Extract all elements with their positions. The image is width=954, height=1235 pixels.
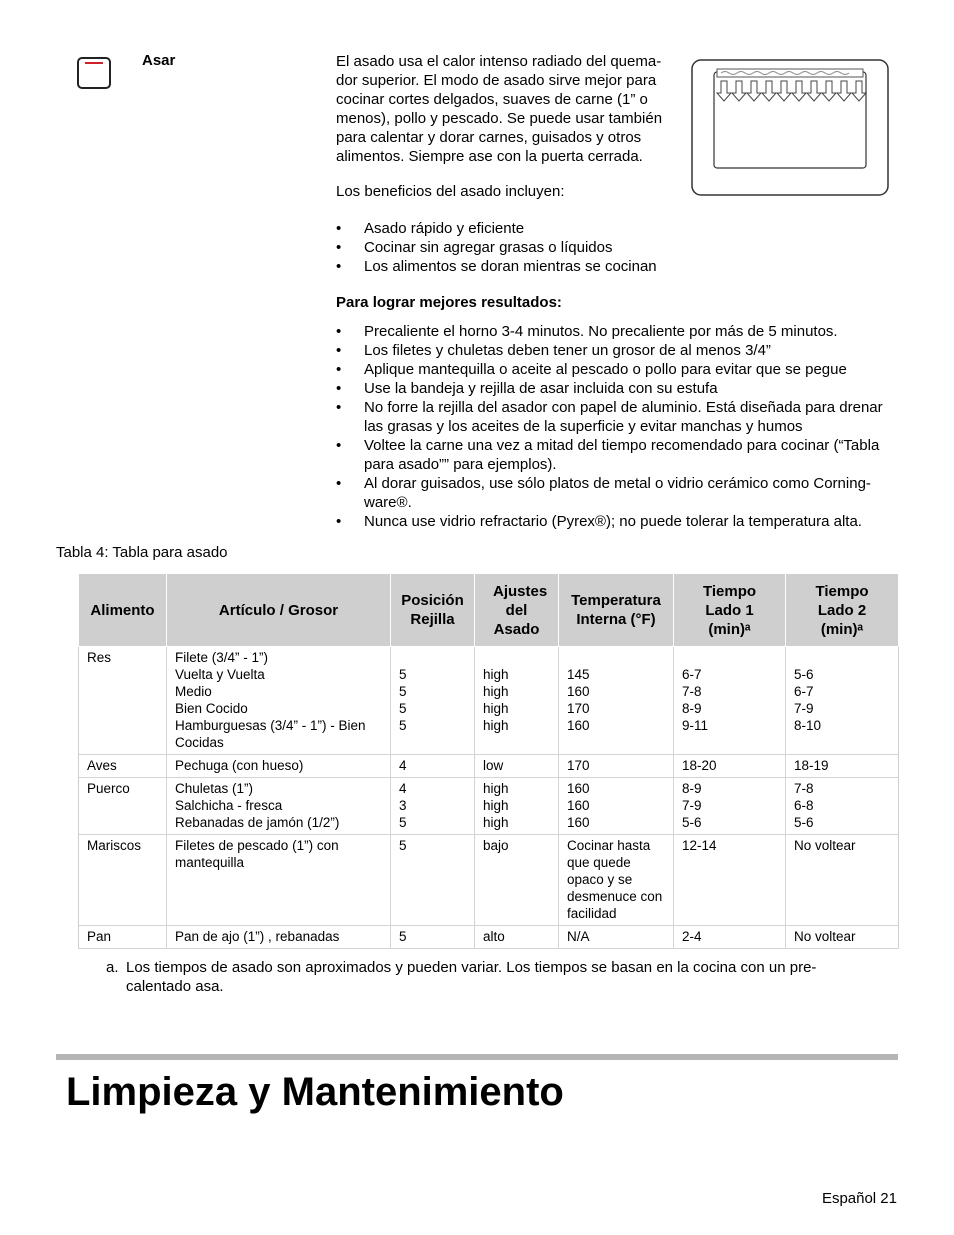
heat-arrow (762, 81, 776, 101)
table-cell: Filetes de pescado (1”) con mantequilla (167, 835, 391, 926)
column-header: Tiempo Lado 1 (min)ᵃ (674, 574, 786, 647)
list-item: • Aplique mantequilla o aceite al pescado o pollo para evitar que se pegue (336, 360, 902, 379)
heat-arrow (822, 81, 836, 101)
table-row (79, 926, 899, 949)
heat-arrow (717, 81, 731, 101)
mode-label: Asar (142, 52, 176, 69)
table-cell: Pan de ajo (1”) , rebanadas (167, 926, 391, 949)
list-item: • Voltee la carne una vez a mitad del tiempo recomendado para cocinar (“Tabla para asado”” para ejemplos). (336, 436, 902, 474)
table-cell: 2-4 (674, 926, 786, 949)
table-cell: Chuletas (1”) Salchicha - fresca Rebanadas de jamón (1/2”) (167, 778, 391, 835)
table-cell: No voltear (786, 835, 899, 926)
table-cell: Cocinar hasta que quede opaco y se desmenuce con facilidad (559, 835, 674, 926)
table-row (79, 835, 899, 926)
section-divider (56, 1054, 898, 1060)
list-item: • Nunca use vidrio refractario (Pyrex®); no puede tolerar la temperatura alta. (336, 512, 902, 531)
table-cell: 5 (391, 926, 475, 949)
heat-arrow (807, 81, 821, 101)
section-heading: Limpieza y Mantenimiento (66, 1070, 564, 1114)
table-row (79, 647, 899, 755)
benefits-list (336, 219, 896, 276)
intro-paragraph: El asado usa el calor intenso radiado del quema-dor superior. El modo de asado sirve mejor para cocinar cortes delgados, suaves de carne (1” o menos), pollo y pescado. Se puede usar también para calentar y dorar carnes, guisados y otros alimentos. Siempre ase con la puerta cerrada. (336, 53, 663, 165)
table-cell: 18-19 (786, 755, 899, 778)
list-item: • No forre la rejilla del asador con papel de aluminio. Está diseñada para drenar las grasas y los aceites de la superficie y evitar manchas y humos (336, 398, 902, 436)
table-cell: Puerco (79, 778, 167, 835)
footnote-marker: a. (106, 959, 119, 976)
table-cell: 12-14 (674, 835, 786, 926)
table-cell: 145 160 170 160 (559, 647, 674, 755)
table-cell: 170 (559, 755, 674, 778)
table-cell: 4 3 5 (391, 778, 475, 835)
list-item: • Los alimentos se doran mientras se cocinan (336, 257, 896, 276)
heat-arrow (732, 81, 746, 101)
column-header: Alimento (79, 574, 167, 647)
column-header: Ajustes del Asado (475, 574, 559, 647)
list-item: • Asado rápido y eficiente (336, 219, 896, 238)
benefits-title: Los beneficios del asado incluyen: (336, 183, 565, 200)
heat-arrow (792, 81, 806, 101)
column-header: Temperatura Interna (°F) (559, 574, 674, 647)
list-item: • Al dorar guisados, use sólo platos de metal o vidrio cerámico como Corning-ware®. (336, 474, 902, 512)
table-cell: 4 (391, 755, 475, 778)
list-item: • Los filetes y chuletas deben tener un grosor de al menos 3/4” (336, 341, 902, 360)
tips-list (336, 322, 902, 531)
heat-arrow (777, 81, 791, 101)
column-header: Posición Rejilla (391, 574, 475, 647)
broil-table (78, 573, 899, 949)
table-cell: low (475, 755, 559, 778)
table-cell: Mariscos (79, 835, 167, 926)
table-cell: Pechuga (con hueso) (167, 755, 391, 778)
table-cell: alto (475, 926, 559, 949)
page-number: Español 21 (821, 1190, 897, 1207)
table-row (79, 755, 899, 778)
table-cell: 5 5 5 5 (391, 647, 475, 755)
table-cell: Res (79, 647, 167, 755)
table-header-row (79, 574, 899, 647)
table-cell: 6-7 7-8 8-9 9-11 (674, 647, 786, 755)
heat-arrow (852, 81, 866, 101)
list-item: • Use la bandeja y rejilla de asar incluida con su estufa (336, 379, 902, 398)
table-cell: 5-6 6-7 7-9 8-10 (786, 647, 899, 755)
table-cell: Aves (79, 755, 167, 778)
table-cell: high high high high (475, 647, 559, 755)
footnote-text: Los tiempos de asado son aproximados y pueden variar. Los tiempos se basan en la cocina con un pre-calentado asa. (126, 959, 817, 995)
list-item: • Precaliente el horno 3-4 minutos. No precaliente por más de 5 minutos. (336, 322, 902, 341)
oven-top-heat-diagram (691, 59, 889, 196)
table-cell: No voltear (786, 926, 899, 949)
table-footnote (106, 958, 866, 996)
column-header: Artículo / Grosor (167, 574, 391, 647)
table-cell: Pan (79, 926, 167, 949)
table-cell: 5 (391, 835, 475, 926)
heat-arrow (747, 81, 761, 101)
table-cell: bajo (475, 835, 559, 926)
table-cell: N/A (559, 926, 674, 949)
table-cell: 7-8 6-8 5-6 (786, 778, 899, 835)
table-caption: Tabla 4: Tabla para asado (56, 544, 228, 561)
table-cell: high high high (475, 778, 559, 835)
heat-arrow (837, 81, 851, 101)
table-cell: 18-20 (674, 755, 786, 778)
broil-mode-icon (77, 57, 111, 89)
column-header: Tiempo Lado 2 (min)ᵃ (786, 574, 899, 647)
list-item: • Cocinar sin agregar grasas o líquidos (336, 238, 896, 257)
broil-element-bar (85, 62, 103, 64)
table-cell: 160 160 160 (559, 778, 674, 835)
table-row (79, 778, 899, 835)
tips-title: Para lograr mejores resultados: (336, 294, 562, 311)
table-cell: 8-9 7-9 5-6 (674, 778, 786, 835)
table-cell: Filete (3/4” - 1”) Vuelta y Vuelta Medio Bien Cocido Hamburguesas (3/4” - 1”) - Bien Cocidas (167, 647, 391, 755)
